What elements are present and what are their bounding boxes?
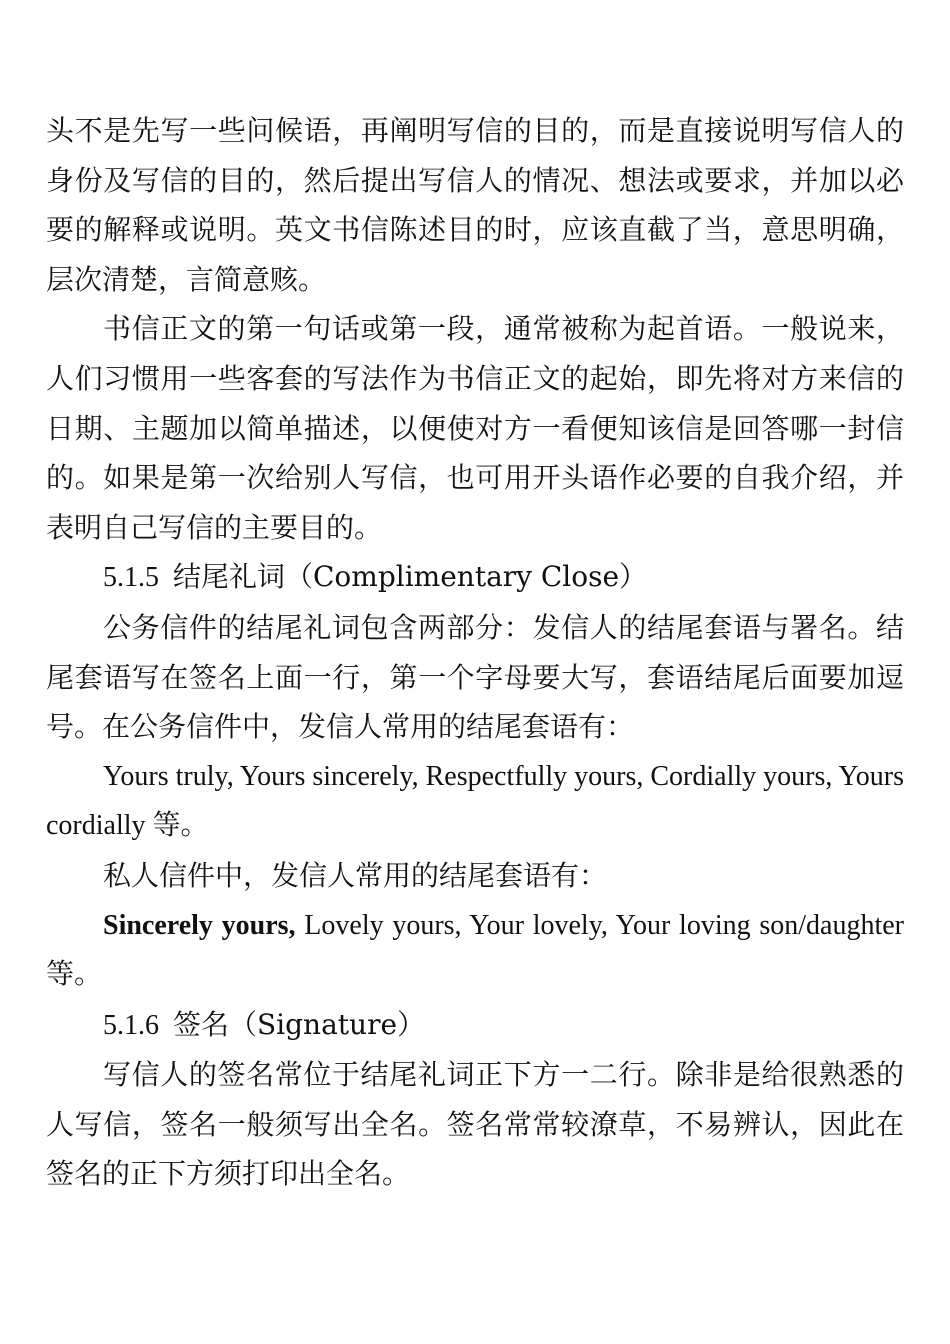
paragraph-signature: 写信人的签名常位于结尾礼词正下方一二行。除非是给很熟悉的人写信，签名一般须写出全名。签名常常较潦草，不易辨认，因此在签名的正下方须打印出全名。 <box>46 1058 904 1191</box>
section-heading-complimentary-close <box>46 552 904 603</box>
bold-example: Sincerely yours, <box>103 909 296 941</box>
paragraph-opening-sentence: 书信正文的第一句话或第一段，通常被称为起首语。一般说来，人们习惯用一些客套的写法作为书信正文的起始，即先将对方来信的日期、主题加以简单描述，以便使对方一看便知该信是回答哪一封信的。如果是第一次给别人写信，也可用开头语作必要的自我介绍，并表明自己写信的主要目的。 <box>46 312 904 544</box>
section-heading-signature <box>46 1000 904 1051</box>
section-title: 结尾礼词（Complimentary Close） <box>173 560 648 594</box>
section-title: 签名（Signature） <box>173 1007 426 1041</box>
paragraph-personal-close-examples <box>46 901 904 1000</box>
document-page <box>46 106 904 1199</box>
paragraph-personal-close: 私人信件中，发信人常用的结尾套语有： <box>103 858 608 892</box>
section-number: 5.1.6 <box>103 1009 159 1041</box>
section-number: 5.1.5 <box>103 562 159 594</box>
paragraph-business-close-examples: Yours truly, Yours sincerely, Respectfully yours, Cordially yours, Yours cordially 等。 <box>46 760 904 842</box>
example-rest: Lovely yours, Your lovely, Your loving son/daughter 等。 <box>46 909 904 991</box>
paragraph-business-close: 公务信件的结尾礼词包含两部分：发信人的结尾套语与署名。结尾套语写在签名上面一行，第一个字母要大写，套语结尾后面要加逗号。在公务信件中，发信人常用的结尾套语有： <box>46 610 904 744</box>
paragraph-letter-body-intro: 头不是先写一些问候语，再阐明写信的目的，而是直接说明写信人的身份及写信的目的，然后提出写信人的情况、想法或要求，并加以必要的解释或说明。英文书信陈述目的时，应该直截了当，意思明确，层次清楚，言简意赅。 <box>46 114 904 296</box>
